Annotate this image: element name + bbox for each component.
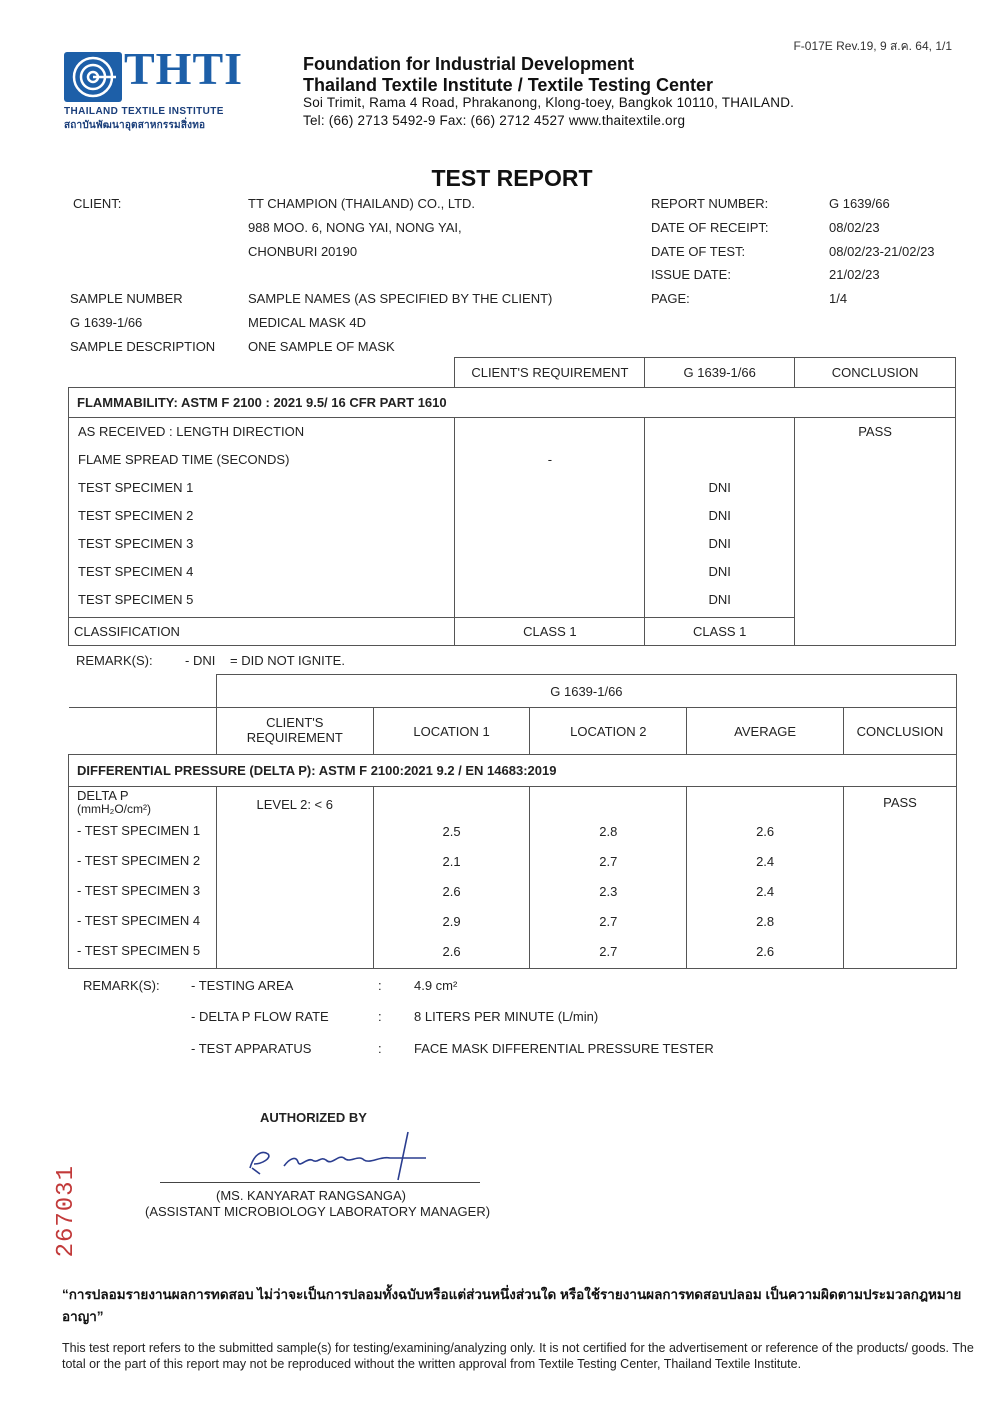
- dp-location2-value: 2.7: [599, 914, 618, 929]
- issue-date-label: ISSUE DATE:: [651, 267, 731, 282]
- dp-average-value: 2.4: [756, 884, 775, 899]
- dp-remark-key: - TESTING AREA: [191, 978, 294, 993]
- classification-requirement: CLASS 1: [455, 618, 645, 646]
- authorized-by-label: AUTHORIZED BY: [260, 1110, 367, 1125]
- signature-icon: [240, 1128, 440, 1190]
- flammability-remark-text: = DID NOT IGNITE.: [230, 653, 345, 668]
- flammability-remark-label: REMARK(S):: [76, 653, 153, 668]
- page-value: 1/4: [829, 291, 848, 306]
- dp-header-row: [69, 708, 957, 755]
- sample-name-value: MEDICAL MASK 4D: [248, 315, 366, 330]
- dp-row-label: - TEST SPECIMEN 2: [77, 853, 201, 869]
- stamp-number: 267031: [53, 1165, 80, 1258]
- classification-label: CLASSIFICATION: [69, 618, 455, 646]
- dp-row-label: - TEST SPECIMEN 4: [77, 913, 201, 929]
- report-number-label: REPORT NUMBER:: [651, 196, 769, 211]
- dp-location2-value: 2.3: [599, 884, 618, 899]
- page-title: TEST REPORT: [431, 165, 593, 191]
- flammability-section-title: FLAMMABILITY: ASTM F 2100 : 2021 9.5/ 16 CFR PART 1610: [69, 388, 956, 418]
- flammability-value: DNI: [708, 564, 731, 579]
- date-of-test-label: DATE OF TEST:: [651, 244, 746, 259]
- flammability-value: [645, 418, 794, 446]
- flammability-value: DNI: [708, 508, 731, 523]
- dp-param-unit: (mmH₂O/cm²): [77, 802, 151, 817]
- flammability-data-row: [69, 418, 956, 618]
- header-address: Soi Trimit, Rama 4 Road, Phrakanong, Klong-toey, Bangkok 10110, THAILAND.: [303, 95, 795, 110]
- dp-row-label: - TEST SPECIMEN 3: [77, 883, 201, 899]
- dp-location1-value: 2.9: [442, 914, 461, 929]
- date-of-receipt-label: DATE OF RECEIPT:: [651, 220, 769, 235]
- sample-number-value: G 1639-1/66: [70, 315, 143, 330]
- dp-average-value: 2.4: [756, 854, 775, 869]
- disclaimer: This test report refers to the submitted sample(s) for testing/examining/analyzing only. It is not certified for the advertisement or reference of the products/ goods. The total or the part of this report may not be reproduced without the written approval from Textile Testing Center, Thailand Textile Institute.: [62, 1341, 974, 1372]
- dp-remark-key: - TEST APPARATUS: [191, 1041, 312, 1056]
- flammability-remark-key: - DNI: [185, 653, 216, 668]
- dp-remark-value: 8 LITERS PER MINUTE (L/min): [414, 1009, 599, 1024]
- dp-conclusion-header: CONCLUSION: [843, 708, 956, 755]
- signatory-position: (ASSISTANT MICROBIOLOGY LABORATORY MANAGER): [145, 1204, 491, 1219]
- client-name: TT CHAMPION (THAILAND) CO., LTD.: [248, 196, 476, 211]
- dp-average-header: AVERAGE: [687, 708, 844, 755]
- flammability-row-label: TEST SPECIMEN 5: [78, 592, 194, 607]
- sample-names-label: SAMPLE NAMES (AS SPECIFIED BY THE CLIENT): [248, 291, 553, 306]
- logo-institute: THAILAND TEXTILE INSTITUTE: [64, 106, 224, 117]
- conclusion-header: CONCLUSION: [795, 358, 956, 388]
- dp-remark-key: - DELTA P FLOW RATE: [191, 1009, 329, 1024]
- dp-requirement-value: LEVEL 2: < 6: [216, 787, 373, 969]
- flammability-row-label: TEST SPECIMEN 1: [78, 480, 194, 495]
- differential-pressure-table: [68, 674, 957, 969]
- dp-average-value: 2.8: [756, 914, 775, 929]
- dp-average-value: 2.6: [756, 824, 775, 839]
- flammability-requirement-value: -: [547, 452, 553, 467]
- dp-location2-header: LOCATION 2: [530, 708, 687, 755]
- sample-header: G 1639-1/66: [645, 358, 795, 388]
- dp-section-title: DIFFERENTIAL PRESSURE (DELTA P): ASTM F 2100:2021 9.2 / EN 14683:2019: [69, 755, 957, 787]
- form-code: F-017E Rev.19, 9 ส.ค. 64, 1/1: [793, 39, 952, 53]
- empty-cell: [69, 675, 217, 708]
- issue-date-value: 21/02/23: [829, 267, 880, 282]
- dp-location1-value: 2.5: [442, 824, 461, 839]
- sample-number-label: SAMPLE NUMBER: [70, 291, 183, 306]
- flammability-value: DNI: [708, 480, 731, 495]
- flammability-header-row: [69, 358, 956, 388]
- client-address-2: CHONBURI 20190: [248, 244, 358, 259]
- dp-remark-colon: :: [378, 978, 382, 993]
- flammability-value: DNI: [708, 536, 731, 551]
- header-institute: Thailand Textile Institute / Textile Testing Center: [303, 75, 714, 95]
- flammability-value: DNI: [708, 592, 731, 607]
- dp-remark-label: REMARK(S):: [83, 978, 160, 993]
- flammability-requirement-value: [455, 418, 644, 446]
- dp-remark-colon: :: [378, 1041, 382, 1056]
- thti-logo-icon: [64, 52, 122, 102]
- dp-location1-header: LOCATION 1: [373, 708, 530, 755]
- signature-line: [160, 1182, 480, 1183]
- dp-data-row: [69, 787, 957, 969]
- header-foundation: Foundation for Industrial Development: [303, 54, 635, 74]
- flammability-row-label: AS RECEIVED : LENGTH DIRECTION: [78, 424, 305, 439]
- dp-location2-value: 2.7: [599, 854, 618, 869]
- sample-description-label: SAMPLE DESCRIPTION: [70, 339, 216, 354]
- date-of-test-value: 08/02/23-21/02/23: [829, 244, 935, 259]
- dp-requirement-header: CLIENT'S REQUIREMENT: [216, 708, 373, 755]
- dp-conclusion: PASS: [843, 787, 956, 969]
- client-requirement-header: CLIENT'S REQUIREMENT: [455, 358, 645, 388]
- flammability-row-label: TEST SPECIMEN 3: [78, 536, 194, 551]
- flammability-table: [68, 357, 956, 646]
- logo-text: THTI: [124, 43, 244, 94]
- dp-location2-value: 2.7: [599, 944, 618, 959]
- dp-sample-header: G 1639-1/66: [216, 675, 956, 708]
- dp-average-value: 2.6: [756, 944, 775, 959]
- empty-cell: [69, 708, 217, 755]
- dp-row-label: - TEST SPECIMEN 5: [77, 943, 201, 959]
- dp-row-label: - TEST SPECIMEN 1: [77, 823, 201, 839]
- signatory-name: (MS. KANYARAT RANGSANGA): [216, 1188, 406, 1203]
- dp-location1-value: 2.6: [442, 884, 461, 899]
- report-number-value: G 1639/66: [829, 196, 890, 211]
- client-address-1: 988 MOO. 6, NONG YAI, NONG YAI,: [248, 220, 462, 235]
- page-label: PAGE:: [651, 291, 690, 306]
- logo-institute-thai: สถาบันพัฒนาอุตสาหกรรมสิ่งทอ: [64, 120, 206, 131]
- sample-description-value: ONE SAMPLE OF MASK: [248, 339, 395, 354]
- date-of-receipt-value: 08/02/23: [829, 220, 880, 235]
- dp-param-label: DELTA P: [77, 788, 129, 803]
- thai-warning: “การปลอมรายงานผลการทดสอบ ไม่ว่าจะเป็นการปลอมทั้งฉบับหรือแต่ส่วนหนึ่งส่วนใด หรือใช้รายงานผลการทดสอบปลอม เป็นความผิดตามประมวลกฎหมายอาญา”: [62, 1287, 962, 1324]
- classification-value: CLASS 1: [645, 618, 795, 646]
- empty-cell: [69, 358, 455, 388]
- flammability-row-label: FLAME SPREAD TIME (SECONDS): [78, 452, 290, 467]
- dp-location1-value: 2.1: [442, 854, 461, 869]
- dp-remark-value: 4.9 cm²: [414, 978, 458, 993]
- flammability-row-label: TEST SPECIMEN 4: [78, 564, 194, 579]
- dp-remark-colon: :: [378, 1009, 382, 1024]
- flammability-row-label: TEST SPECIMEN 2: [78, 508, 194, 523]
- dp-location1-value: 2.6: [442, 944, 461, 959]
- flammability-conclusion: PASS: [795, 418, 956, 646]
- client-label: CLIENT:: [73, 196, 122, 211]
- dp-location2-value: 2.8: [599, 824, 618, 839]
- header-contact: Tel: (66) 2713 5492-9 Fax: (66) 2712 4527 www.thaitextile.org: [303, 113, 686, 128]
- dp-remark-value: FACE MASK DIFFERENTIAL PRESSURE TESTER: [414, 1041, 714, 1056]
- flammability-value: [645, 446, 794, 474]
